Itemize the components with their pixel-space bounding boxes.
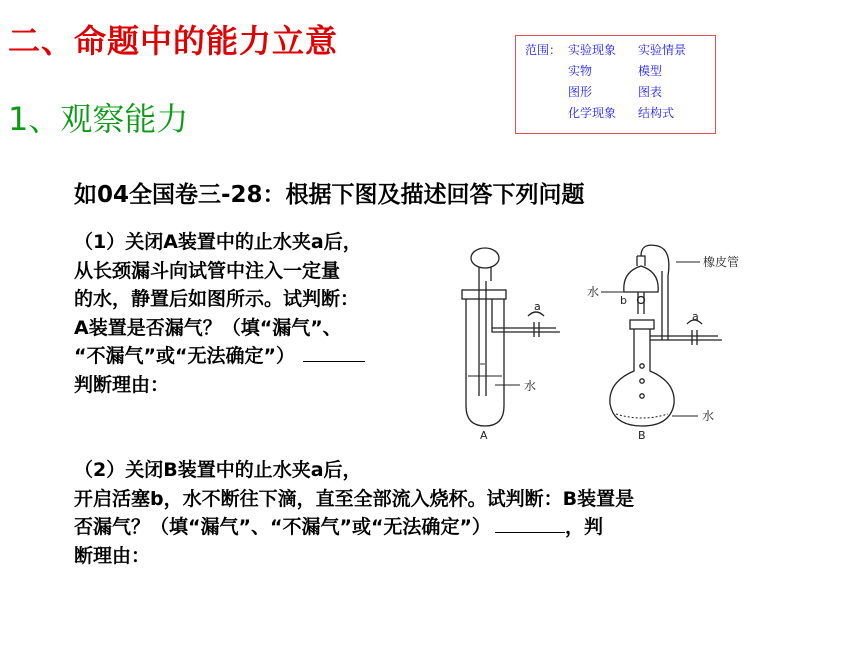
part1-line: A装置是否漏气？（填“漏气”、 xyxy=(74,316,342,339)
question-heading: 如04全国卷三-28：根据下图及描述回答下列问题 xyxy=(74,182,585,208)
part2-line: （2）关闭B装置中的止水夹a后， xyxy=(74,459,362,481)
side-tube-a xyxy=(492,299,560,332)
scope-label: 范围： xyxy=(525,43,562,57)
funnel-stem xyxy=(479,281,486,396)
water-bottom-b xyxy=(616,414,668,418)
question-part-2 xyxy=(74,456,634,570)
scope-item: 实验现象 xyxy=(568,43,617,57)
slide-title: 二、命题中的能力立意 xyxy=(8,22,339,60)
label-clamp-b: a xyxy=(692,310,699,323)
scope-item: 图表 xyxy=(638,85,663,99)
test-tube-a xyxy=(466,299,504,426)
funnel-top-neck xyxy=(637,256,645,266)
apparatus-b xyxy=(601,245,722,426)
water-drop xyxy=(640,394,644,398)
water-drop xyxy=(640,379,644,383)
funnel-neck xyxy=(479,267,491,281)
scope-item: 实物 xyxy=(568,64,593,78)
scope-item: 结构式 xyxy=(638,106,675,120)
apparatus-figure xyxy=(440,236,770,446)
scope-item: 模型 xyxy=(638,64,663,78)
part2-line: 开启活塞b，水不断往下滴，直至全部流入烧杯。试判断：B装置是 xyxy=(74,487,635,510)
label-stopcock-b: b xyxy=(620,294,627,307)
label-water-a: 水 xyxy=(524,379,537,393)
part2-line: 断理由： xyxy=(74,544,151,567)
scope-item: 化学现象 xyxy=(568,106,617,120)
answer-blank-2[interactable] xyxy=(495,513,565,533)
water-drop xyxy=(640,364,644,368)
part2-line-with-blank xyxy=(74,513,634,542)
clamp-a xyxy=(534,322,539,337)
part2-line: ，判 xyxy=(564,516,603,538)
stopper-a xyxy=(462,290,506,299)
scope-item: 图形 xyxy=(568,85,593,99)
part1-line: 判断理由： xyxy=(74,373,170,396)
slide-subtitle: 1、观察能力 xyxy=(8,100,189,138)
label-water-b-top: 水 xyxy=(587,285,600,299)
scope-box xyxy=(515,35,716,134)
part1-line: 从长颈漏斗向试管中注入一定量 xyxy=(74,259,341,282)
caption-a: A xyxy=(480,429,488,442)
clamp-b xyxy=(692,330,697,345)
apparatus-a xyxy=(462,248,560,426)
label-water-b-bottom: 水 xyxy=(702,409,715,423)
part1-line: （1）关闭A装置中的止水夹a后， xyxy=(74,231,362,253)
question-part-1 xyxy=(74,228,365,399)
part1-line-with-blank xyxy=(74,342,365,371)
label-rubber-tube: 橡皮管 xyxy=(703,255,740,269)
scope-item: 实验情景 xyxy=(638,43,687,57)
flask-b xyxy=(610,329,674,426)
caption-b: B xyxy=(638,429,646,442)
stopper-b xyxy=(630,320,654,329)
part1-line: “不漏气”或“无法确定”） xyxy=(74,345,295,367)
part2-line: 否漏气？（填“漏气”、“不漏气”或“无法确定”） xyxy=(74,516,491,538)
side-tube-b xyxy=(650,336,722,340)
label-clamp-a: a xyxy=(534,300,541,313)
part1-line: 的水，静置后如图所示。试判断： xyxy=(74,288,360,310)
answer-blank-1[interactable] xyxy=(303,342,365,362)
separatory-funnel xyxy=(624,266,658,292)
funnel-bulb xyxy=(471,248,499,268)
